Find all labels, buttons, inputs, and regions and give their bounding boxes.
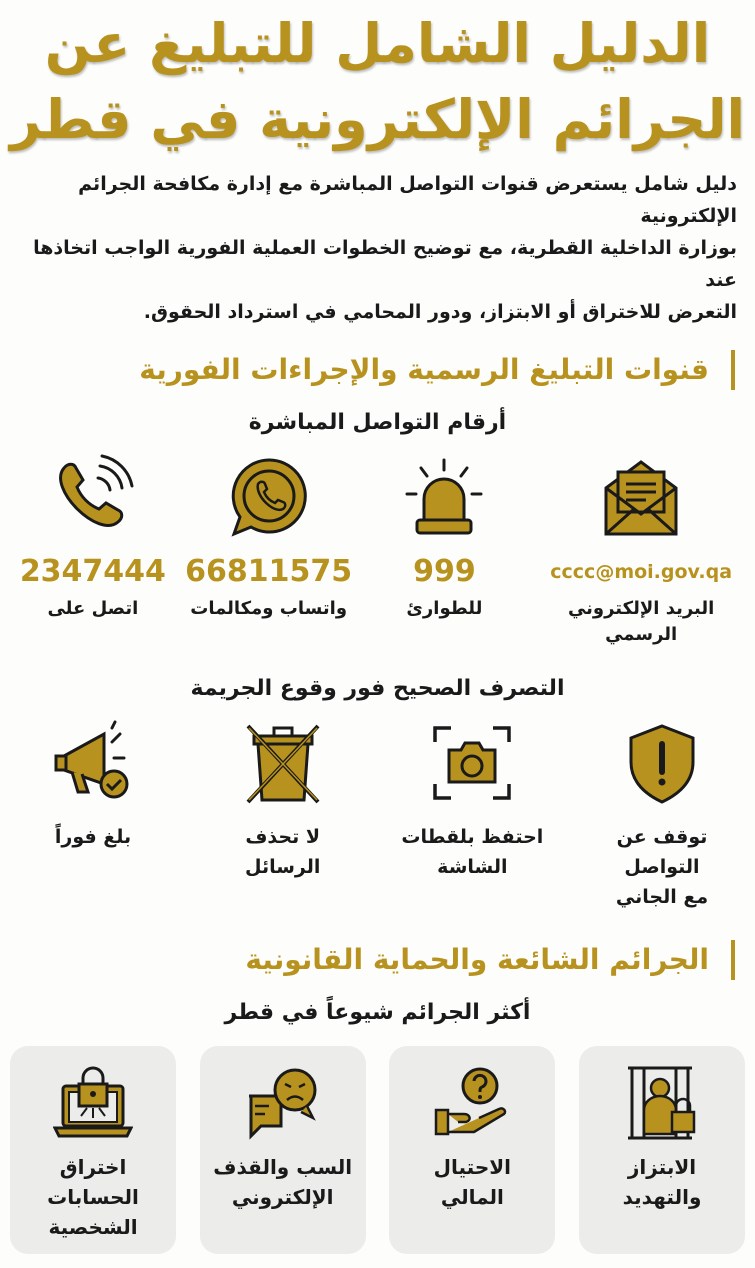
action-label: لا تحذف	[245, 826, 320, 848]
main-title-line-2: الجرائم الإلكترونية في قطر	[9, 88, 746, 151]
action-keep-messages	[198, 720, 368, 912]
crime-label: الاحتيال	[433, 1155, 512, 1179]
angry-chat-icon	[243, 1064, 323, 1140]
action-label: بلغ فوراً	[54, 826, 132, 848]
crime-label: الحسابات	[47, 1185, 139, 1209]
action-screenshots	[387, 720, 557, 912]
contacts-heading: أرقام التواصل المباشرة	[248, 410, 507, 435]
description-line: بوزارة الداخلية القطرية، مع توضيح الخطوات العملية الفورية الواجب اتخاذها عند	[33, 237, 737, 291]
shield-warning-icon	[619, 720, 705, 806]
crossed-trash-icon	[240, 720, 326, 806]
jail-lock-icon	[622, 1064, 702, 1140]
phone-number[interactable]: 2347444	[19, 554, 166, 589]
crime-label: السب والقذف	[213, 1155, 353, 1179]
contact-phone	[8, 454, 178, 648]
action-report-now	[8, 720, 178, 912]
crime-label: والتهديد	[622, 1185, 702, 1209]
phone-label: اتصل على	[47, 598, 139, 619]
section-heading-channels: قنوات التبليغ الرسمية والإجراءات الفورية	[20, 350, 735, 390]
action-label: توقف عن التواصل	[616, 826, 708, 878]
crime-label: المالي	[440, 1185, 504, 1209]
description	[18, 168, 737, 328]
email-value[interactable]: cccc@moi.gov.qa	[550, 561, 733, 583]
actions-row	[0, 720, 755, 912]
crime-label: الابتزاز	[627, 1155, 697, 1179]
action-label: الشاشة	[437, 856, 508, 878]
actions-heading: التصرف الصحيح فور وقوع الجريمة	[190, 676, 565, 701]
description-line: التعرض للاختراق أو الابتزاز، ودور المحامي في استرداد الحقوق.	[143, 301, 737, 323]
crime-label: الشخصية	[48, 1215, 138, 1239]
emergency-label: للطوارئ	[406, 598, 483, 619]
crime-card-blackmail	[579, 1046, 745, 1254]
whatsapp-icon	[226, 454, 312, 540]
whatsapp-label: واتساب ومكالمات	[190, 598, 348, 619]
action-label: مع الجاني	[615, 886, 709, 908]
whatsapp-number[interactable]: 66811575	[185, 554, 353, 589]
crime-label: الإلكتروني	[231, 1185, 334, 1209]
crime-card-defamation	[200, 1046, 366, 1254]
description-line: دليل شامل يستعرض قنوات التواصل المباشرة مع إدارة مكافحة الجرائم الإلكترونية	[78, 173, 737, 227]
crime-card-fraud	[389, 1046, 555, 1254]
section-heading-crimes: الجرائم الشائعة والحماية القانونية	[20, 940, 735, 980]
hand-question-icon	[432, 1064, 512, 1140]
megaphone-check-icon	[50, 720, 136, 806]
main-title-line-1: الدليل الشامل للتبليغ عن	[44, 12, 711, 75]
contact-emergency	[360, 454, 530, 648]
crime-label: اختراق	[59, 1155, 127, 1179]
contact-email	[535, 454, 747, 648]
envelope-icon	[598, 454, 684, 540]
camera-screenshot-icon	[429, 720, 515, 806]
phone-icon	[50, 454, 136, 540]
action-label: احتفظ بلقطات	[401, 826, 544, 848]
crimes-cards	[10, 1046, 745, 1254]
action-label: الرسائل	[244, 856, 321, 878]
contacts-row	[0, 454, 755, 648]
action-stop-contact	[577, 720, 747, 912]
siren-icon	[401, 454, 487, 540]
email-label: البريد الإلكتروني الرسمي	[567, 598, 715, 645]
crime-card-hacking	[10, 1046, 176, 1254]
contact-whatsapp	[184, 454, 354, 648]
emergency-number[interactable]: 999	[413, 554, 476, 589]
crimes-heading: أكثر الجرائم شيوعاً في قطر	[224, 1000, 531, 1025]
laptop-lock-icon	[53, 1064, 133, 1140]
